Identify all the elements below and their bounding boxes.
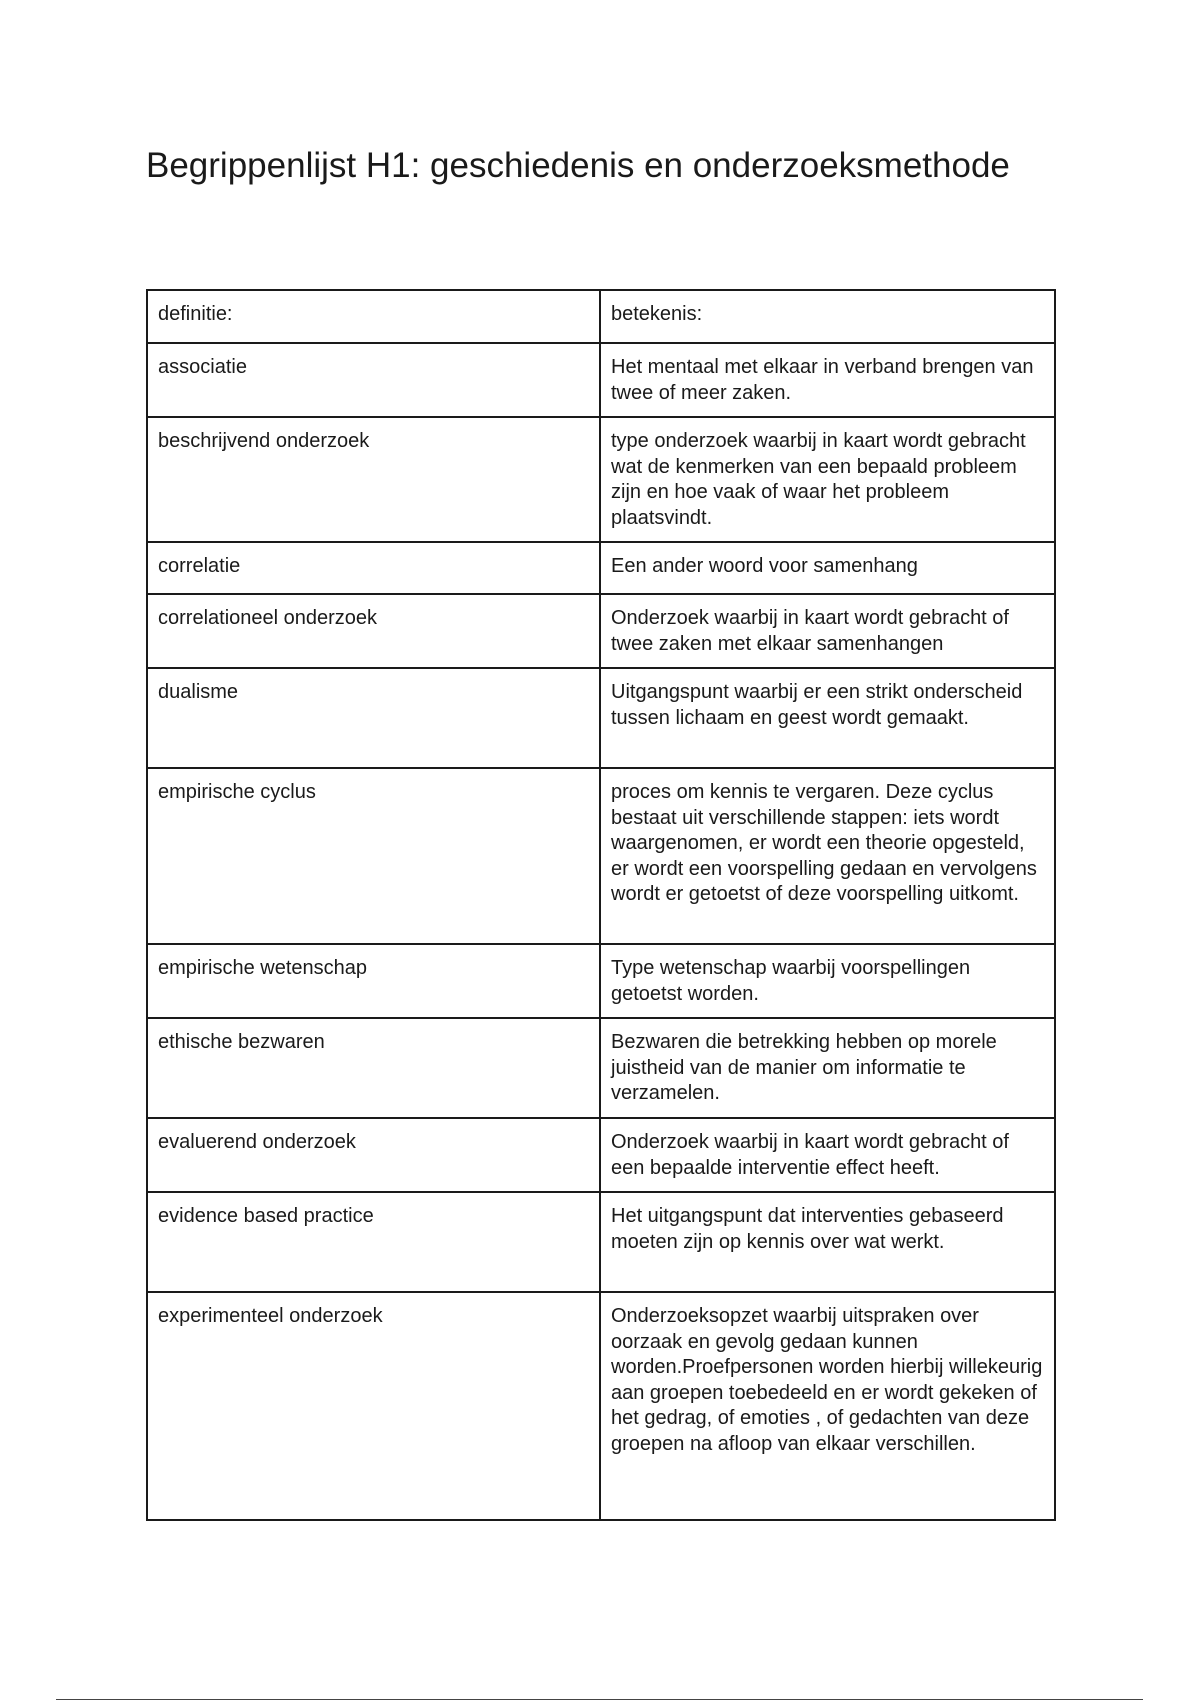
- table-row: [147, 768, 1055, 944]
- term-cell: associatie: [147, 343, 600, 417]
- term-cell: empirische wetenschap: [147, 944, 600, 1018]
- meaning-cell: Onderzoeksopzet waarbij uitspraken over oorzaak en gevolg gedaan kunnen worden.Proefpersonen worden hierbij willekeurig aan groepen toebedeeld en er wordt gekeken of het gedrag, of emoties , of gedachten van deze groepen na afloop van elkaar verschillen.: [600, 1292, 1055, 1520]
- meaning-cell: Bezwaren die betrekking hebben op morele juistheid van de manier om informatie te verzamelen.: [600, 1018, 1055, 1118]
- table-row: [147, 417, 1055, 542]
- table-row: [147, 1018, 1055, 1118]
- term-cell: correlationeel onderzoek: [147, 594, 600, 668]
- meaning-cell: Een ander woord voor samenhang: [600, 542, 1055, 594]
- meaning-cell: proces om kennis te vergaren. Deze cyclus bestaat uit verschillende stappen: iets wordt waargenomen, er wordt een theorie opgesteld, er wordt een voorspelling gedaan en vervolgens wordt er getoetst of deze voorspelling uitkomt.: [600, 768, 1055, 944]
- meaning-cell: Onderzoek waarbij in kaart wordt gebracht of een bepaalde interventie effect heeft.: [600, 1118, 1055, 1192]
- table-row: [147, 343, 1055, 417]
- table-header-row: [147, 290, 1055, 343]
- table-row: [147, 944, 1055, 1018]
- term-cell: experimenteel onderzoek: [147, 1292, 600, 1520]
- table-row: [147, 1192, 1055, 1292]
- term-cell: evidence based practice: [147, 1192, 600, 1292]
- term-cell: empirische cyclus: [147, 768, 600, 944]
- meaning-cell: Het mentaal met elkaar in verband brengen van twee of meer zaken.: [600, 343, 1055, 417]
- table-row: [147, 1118, 1055, 1192]
- term-cell: beschrijvend onderzoek: [147, 417, 600, 542]
- meaning-cell: Type wetenschap waarbij voorspellingen getoetst worden.: [600, 944, 1055, 1018]
- table-row: [147, 594, 1055, 668]
- header-cell-definitie: definitie:: [147, 290, 600, 343]
- header-cell-betekenis: betekenis:: [600, 290, 1055, 343]
- meaning-cell: Het uitgangspunt dat interventies gebaseerd moeten zijn op kennis over wat werkt.: [600, 1192, 1055, 1292]
- term-cell: ethische bezwaren: [147, 1018, 600, 1118]
- table-row: [147, 1292, 1055, 1520]
- meaning-cell: Onderzoek waarbij in kaart wordt gebracht of twee zaken met elkaar samenhangen: [600, 594, 1055, 668]
- glossary-table: [146, 289, 1056, 1521]
- page-title: Begrippenlijst H1: geschiedenis en onderzoeksmethode: [146, 146, 1010, 185]
- meaning-cell: type onderzoek waarbij in kaart wordt gebracht wat de kenmerken van een bepaald probleem zijn en hoe vaak of waar het probleem plaatsvindt.: [600, 417, 1055, 542]
- term-cell: correlatie: [147, 542, 600, 594]
- meaning-cell: Uitgangspunt waarbij er een strikt onderscheid tussen lichaam en geest wordt gemaakt.: [600, 668, 1055, 768]
- table-row: [147, 542, 1055, 594]
- term-cell: dualisme: [147, 668, 600, 768]
- table-row: [147, 668, 1055, 768]
- term-cell: evaluerend onderzoek: [147, 1118, 600, 1192]
